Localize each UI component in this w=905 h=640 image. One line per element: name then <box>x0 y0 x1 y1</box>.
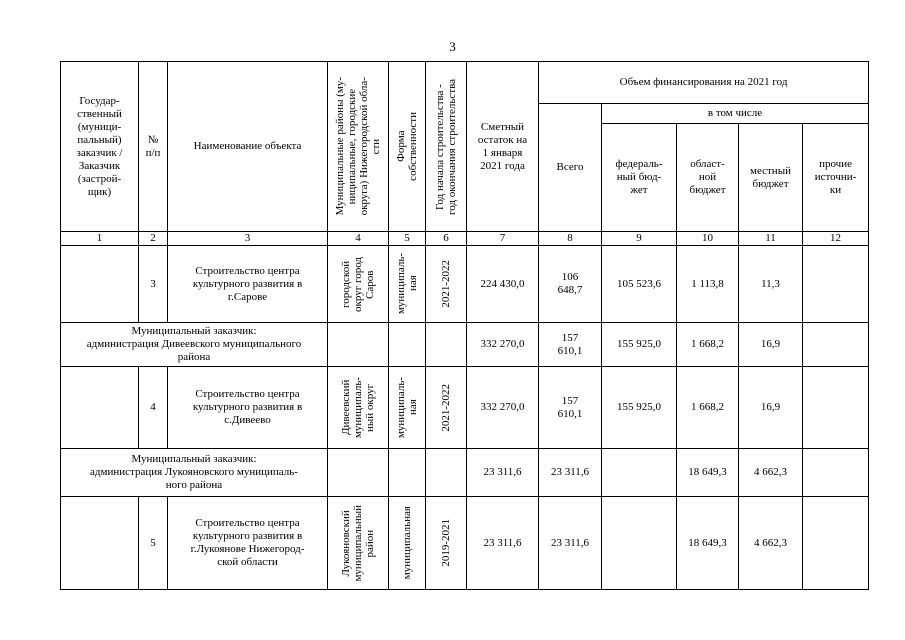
cell-ownership <box>389 367 426 449</box>
header-districts-text: Муниципальные районы (му- ниципальные, городские округа) Нижегородской обла- сти <box>334 77 382 216</box>
cell-ownership-text: муниципаль- ная <box>395 253 419 315</box>
cell-total: 157 610,1 <box>539 323 602 367</box>
cell-ownership <box>389 246 426 323</box>
column-number: 7 <box>467 232 539 246</box>
cell-object-name: Строительство центра культурного развития в г.Сарове <box>168 246 328 323</box>
column-number: 2 <box>139 232 168 246</box>
column-number: 12 <box>803 232 869 246</box>
cell-total: 23 311,6 <box>539 497 602 590</box>
cell-regional: 1 668,2 <box>677 367 739 449</box>
cell-num: 3 <box>139 246 168 323</box>
cell-other <box>803 246 869 323</box>
column-numbers-row <box>61 232 869 246</box>
header-ownership-text: Форма собственности <box>395 112 419 181</box>
cell-regional: 18 649,3 <box>677 497 739 590</box>
header-districts <box>328 62 389 232</box>
cell-estimate: 224 430,0 <box>467 246 539 323</box>
cell-other <box>803 323 869 367</box>
cell-object-name: Строительство центра культурного развития в г.Лукоянове Нижегород- ской области <box>168 497 328 590</box>
header-customer: Государ- ственный (муници- пальный) заказчик / Заказчик (застрой- щик) <box>61 62 139 232</box>
cell-district-text: городской округ город Саров <box>340 256 376 312</box>
cell-years <box>426 497 467 590</box>
cell-other <box>803 449 869 497</box>
table-row <box>61 497 869 590</box>
cell-estimate: 23 311,6 <box>467 449 539 497</box>
cell-empty <box>328 323 389 367</box>
header-row-1 <box>61 62 869 104</box>
page-number: 3 <box>449 39 456 54</box>
cell-regional: 18 649,3 <box>677 449 739 497</box>
header-other: прочие источни- ки <box>803 124 869 232</box>
column-number: 3 <box>168 232 328 246</box>
cell-num: 4 <box>139 367 168 449</box>
header-funding: Объем финансирования на 2021 год <box>539 62 869 104</box>
customer-row <box>61 449 869 497</box>
cell-district-text: Лукояновский муниципальный район <box>340 504 376 582</box>
cell-local: 11,3 <box>739 246 803 323</box>
cell-ownership-text: муниципальная <box>401 506 413 580</box>
column-number: 4 <box>328 232 389 246</box>
cell-empty <box>389 449 426 497</box>
column-number: 1 <box>61 232 139 246</box>
column-number: 10 <box>677 232 739 246</box>
header-estimate: Сметный остаток на 1 января 2021 года <box>467 62 539 232</box>
cell-federal: 155 925,0 <box>602 323 677 367</box>
column-number: 11 <box>739 232 803 246</box>
column-number: 8 <box>539 232 602 246</box>
cell-total: 106 648,7 <box>539 246 602 323</box>
cell-district-text: Дивеевский муниципаль- ный округ <box>340 376 376 439</box>
column-number: 9 <box>602 232 677 246</box>
financing-table <box>60 61 869 590</box>
table-row <box>61 246 869 323</box>
cell-district <box>328 367 389 449</box>
cell-years <box>426 367 467 449</box>
cell-regional: 1 113,8 <box>677 246 739 323</box>
cell-federal <box>602 449 677 497</box>
cell-ownership-text: муниципаль- ная <box>395 376 419 439</box>
cell-num: 5 <box>139 497 168 590</box>
cell-years-text: 2019-2021 <box>440 519 452 567</box>
customer-row <box>61 323 869 367</box>
cell-customer: Муниципальный заказчик: администрация Дивеевского муниципального района <box>61 323 328 367</box>
cell-object-name: Строительство центра культурного развития в с.Дивеево <box>168 367 328 449</box>
cell-empty <box>426 449 467 497</box>
cell-customer-empty <box>61 246 139 323</box>
cell-estimate: 332 270,0 <box>467 367 539 449</box>
header-federal: федераль- ный бюд- жет <box>602 124 677 232</box>
header-regional: област- ной бюджет <box>677 124 739 232</box>
cell-total: 23 311,6 <box>539 449 602 497</box>
cell-federal <box>602 497 677 590</box>
column-number: 6 <box>426 232 467 246</box>
cell-other <box>803 497 869 590</box>
header-total: Всего <box>539 104 602 232</box>
cell-other <box>803 367 869 449</box>
cell-local: 4 662,3 <box>739 449 803 497</box>
table-row <box>61 367 869 449</box>
cell-federal: 155 925,0 <box>602 367 677 449</box>
header-local: местный бюджет <box>739 124 803 232</box>
cell-district <box>328 246 389 323</box>
cell-total: 157 610,1 <box>539 367 602 449</box>
header-including: в том числе <box>602 104 869 124</box>
column-number: 5 <box>389 232 426 246</box>
header-num: № п/п <box>139 62 168 232</box>
header-years-text: Год начала строительства - год окончания строительства <box>434 78 458 215</box>
cell-regional: 1 668,2 <box>677 323 739 367</box>
cell-district <box>328 497 389 590</box>
cell-customer-empty <box>61 367 139 449</box>
header-ownership <box>389 62 426 232</box>
header-object-name: Наименование объекта <box>168 62 328 232</box>
cell-customer-empty <box>61 497 139 590</box>
cell-local: 4 662,3 <box>739 497 803 590</box>
cell-estimate: 23 311,6 <box>467 497 539 590</box>
cell-local: 16,9 <box>739 367 803 449</box>
cell-empty <box>389 323 426 367</box>
cell-local: 16,9 <box>739 323 803 367</box>
cell-years-text: 2021-2022 <box>440 383 452 432</box>
cell-years-text: 2021-2022 <box>440 260 452 308</box>
cell-empty <box>328 449 389 497</box>
cell-estimate: 332 270,0 <box>467 323 539 367</box>
header-years <box>426 62 467 232</box>
cell-federal: 105 523,6 <box>602 246 677 323</box>
cell-years <box>426 246 467 323</box>
cell-customer: Муниципальный заказчик: администрация Лукояновского муниципаль- ного района <box>61 449 328 497</box>
cell-ownership <box>389 497 426 590</box>
cell-empty <box>426 323 467 367</box>
